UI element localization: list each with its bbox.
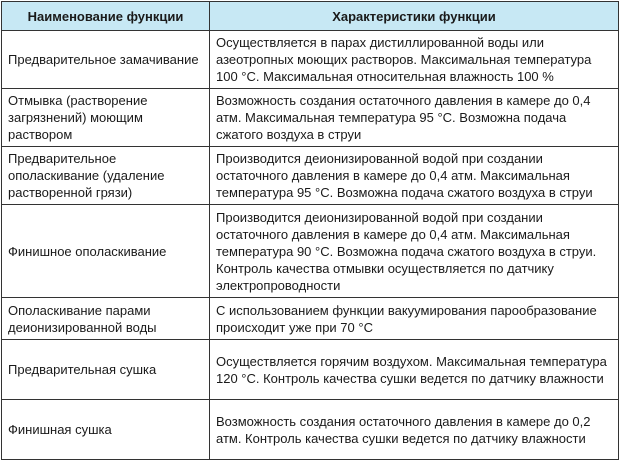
column-header-function-name: Наименование функции (2, 2, 210, 31)
function-name-cell: Ополаскивание парами деионизированной воды (2, 298, 210, 340)
function-name-cell: Предварительное ополаскивание (удаление растворенной грязи) (2, 147, 210, 205)
function-name-cell: Предварительная сушка (2, 340, 210, 400)
table-row (2, 340, 619, 400)
function-description-cell: Возможность создания остаточного давления в камере до 0,2 атм. Контроль качества сушки ведется по датчику влажности (210, 400, 619, 460)
function-name-cell: Финишное ополаскивание (2, 205, 210, 298)
table-row (2, 298, 619, 340)
function-description-cell: Осуществляется в парах дистиллированной воды или азеотропных моющих растворов. Максимальная температура 100 °С. Максимальная относительная влажность 100 % (210, 31, 619, 89)
table-row (2, 400, 619, 460)
function-name-cell: Финишная сушка (2, 400, 210, 460)
table-header-row (2, 2, 619, 31)
function-description-cell: Производится деионизированной водой при создании остаточного давления в камере до 0,4 атм. Максимальная температура 90 °С. Возможна подача сжатого воздуха в струи. Контроль качества отмывки осуществляется по датчику электропроводности (210, 205, 619, 298)
table-row (2, 31, 619, 89)
function-description-cell: Возможность создания остаточного давления в камере до 0,4 атм. Максимальная температура 95 °С. Возможна подача сжатого воздуха в струи (210, 89, 619, 147)
function-name-cell: Отмывка (растворение загрязнений) моющим раствором (2, 89, 210, 147)
column-header-function-characteristics: Характеристики функции (210, 2, 619, 31)
function-description-cell: Производится деионизированной водой при создании остаточного давления в камере до 0,4 атм. Максимальная температура 95 °С. Возможна подача сжатого воздуха в струи (210, 147, 619, 205)
function-name-cell: Предварительное замачивание (2, 31, 210, 89)
function-description-cell: С использованием функции вакуумирования парообразование происходит уже при 70 °С (210, 298, 619, 340)
function-description-cell: Осуществляется горячим воздухом. Максимальная температура 120 °С. Контроль качества сушки ведется по датчику влажности (210, 340, 619, 400)
function-table (1, 1, 619, 460)
table-row (2, 147, 619, 205)
table-row (2, 89, 619, 147)
table-row (2, 205, 619, 298)
